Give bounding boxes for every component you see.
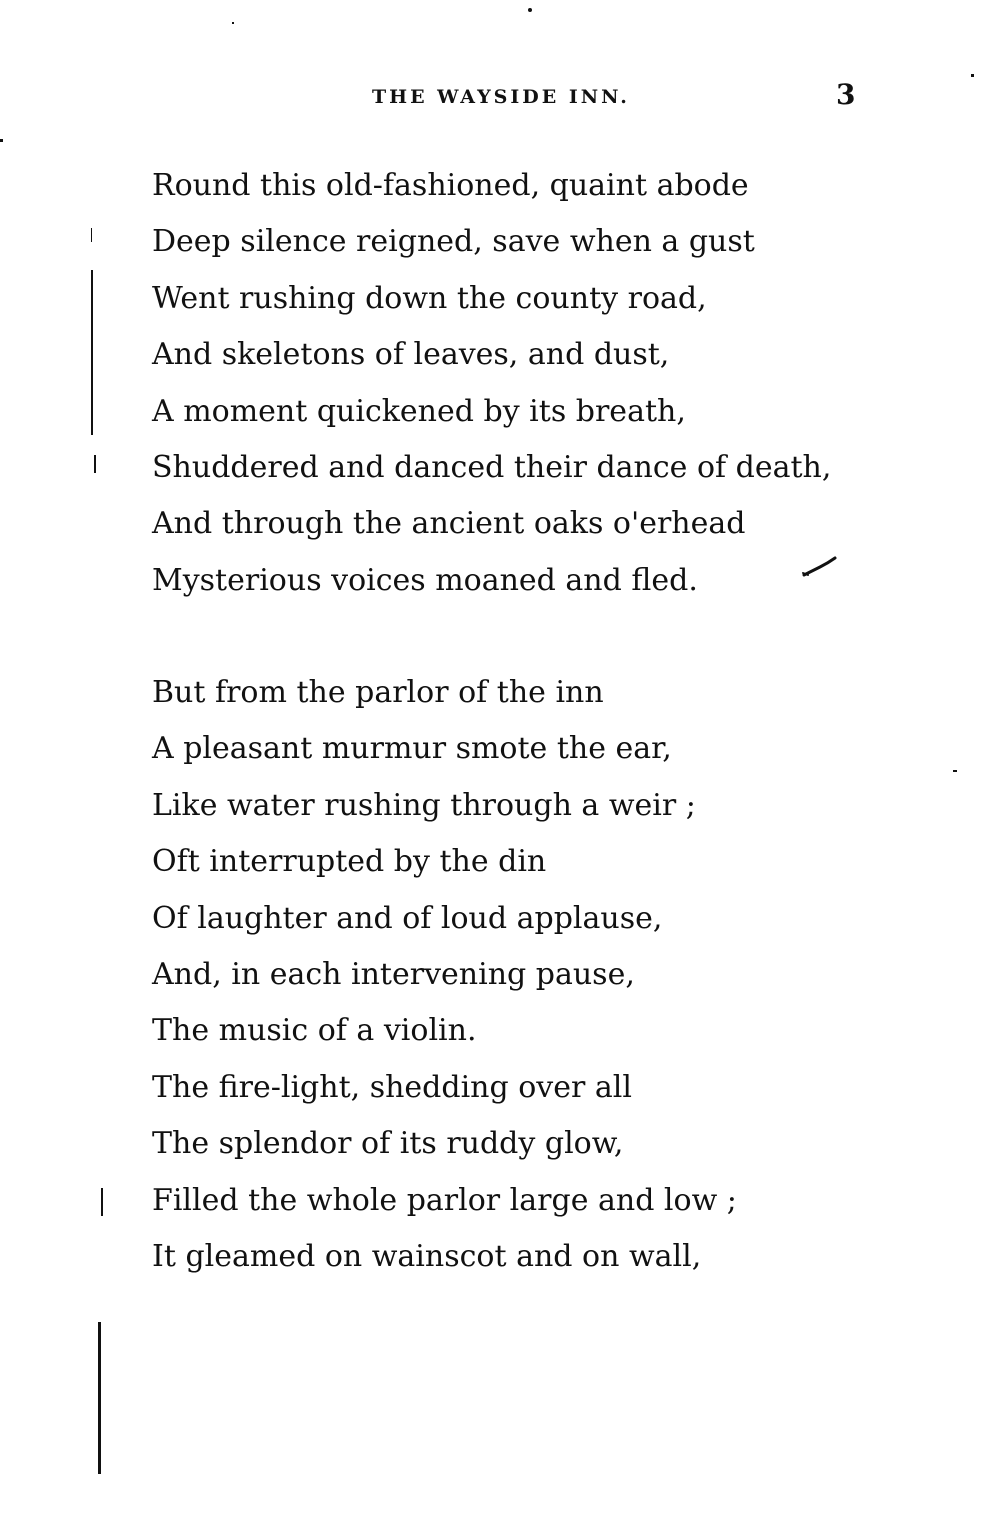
poem-line: Mysterious voices moaned and fled. — [152, 562, 698, 598]
poem-line: Shuddered and danced their dance of death, — [152, 449, 832, 485]
poem-line: Filled the whole parlor large and low ; — [152, 1182, 737, 1218]
poem-line: Oft interrupted by the din — [152, 844, 547, 880]
poem-line: It gleamed on wainscot and on wall, — [152, 1238, 702, 1274]
margin-mark — [101, 1188, 103, 1216]
speck — [0, 139, 3, 142]
poem-line: Of laughter and of loud applause, — [152, 900, 663, 936]
poem-line: A moment quickened by its breath, — [152, 393, 686, 429]
speck — [971, 74, 974, 77]
poem-line: The music of a violin. — [152, 1013, 477, 1049]
poem-line: A pleasant murmur smote the ear, — [152, 731, 672, 767]
poem-line: And, in each intervening pause, — [152, 956, 635, 992]
poem-line: Round this old-fashioned, quaint abode — [152, 168, 749, 203]
margin-mark — [91, 270, 93, 435]
margin-mark — [91, 228, 92, 242]
speck — [953, 770, 957, 772]
speck — [528, 8, 532, 12]
margin-mark — [94, 455, 96, 473]
poem-line: Like water rushing through a weir ; — [152, 787, 696, 823]
speck — [232, 22, 234, 24]
margin-mark — [98, 1322, 101, 1474]
poem-line: The fire-light, shedding over all — [152, 1069, 632, 1105]
poem-line: But from the parlor of the inn — [152, 675, 604, 710]
poem-line: And through the ancient oaks o'erhead — [152, 506, 746, 542]
check-mark-annotation — [800, 556, 840, 580]
poem-line: The splendor of its ruddy glow, — [152, 1126, 624, 1162]
stanza-2 — [152, 671, 737, 1291]
stanza-1 — [152, 164, 831, 615]
running-head: THE WAYSIDE INN. — [372, 86, 630, 108]
poem-line: Went rushing down the county road, — [152, 280, 707, 316]
poem-line: And skeletons of leaves, and dust, — [152, 337, 670, 373]
poem-line: Deep silence reigned, save when a gust — [152, 224, 755, 260]
page-number: 3 — [836, 78, 856, 111]
